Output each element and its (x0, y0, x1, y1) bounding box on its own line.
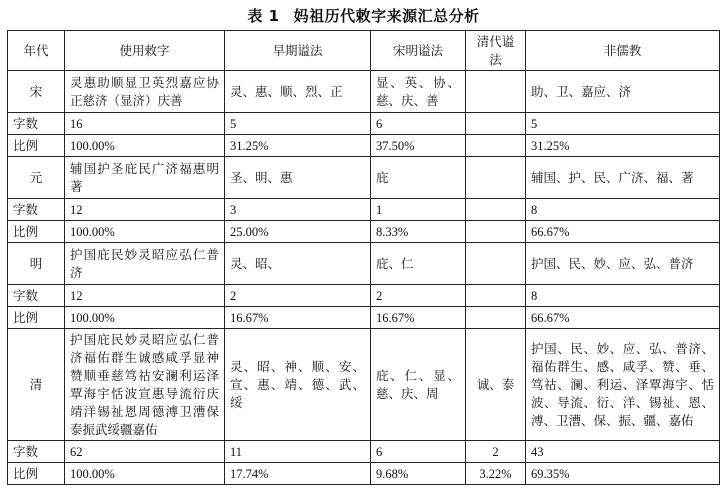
header-songming: 宋明谥法 (371, 31, 466, 71)
count-cell: 43 (526, 441, 720, 463)
qing-cell (466, 71, 526, 113)
count-cell: 8 (526, 199, 720, 221)
count-cell: 2 (371, 285, 466, 307)
ratio-cell (466, 307, 526, 329)
nonconfucian-cell: 助、卫、嘉应、济 (526, 71, 720, 113)
era-cell: 清 (8, 329, 65, 441)
ratio-label: 比例 (8, 307, 65, 329)
count-cell (466, 113, 526, 135)
songming-cell: 庇 (371, 157, 466, 199)
table-title: 妈祖历代敕字来源汇总分析 (293, 6, 480, 25)
nonconfucian-cell: 护国、民、妙、应、弘、普济、福佑群生、感、咸孚、赞、垂、笃祜、澜、利运、泽覃海宇、恬波、导流、衍、洋、锡祉、恩、溥、卫漕、保、振、疆、嘉佑 (526, 329, 720, 441)
ratio-cell: 17.74% (225, 463, 371, 485)
early-cell: 灵、昭、神、顺、安、宣、惠、靖、德、武、绥 (225, 329, 371, 441)
songming-cell: 显、英、协、慈、庆、善 (371, 71, 466, 113)
chars-cell: 辅国护圣庇民广济福惠明著 (65, 157, 225, 199)
nonconfucian-cell: 辅国、护、民、广济、福、著 (526, 157, 720, 199)
qing-cell (466, 243, 526, 285)
ratio-cell: 8.33% (371, 221, 466, 243)
header-early: 早期谥法 (225, 31, 371, 71)
count-cell: 8 (526, 285, 720, 307)
count-cell: 2 (225, 285, 371, 307)
early-cell: 灵、惠、顺、烈、正 (225, 71, 371, 113)
ratio-label: 比例 (8, 463, 65, 485)
chars-cell: 护国庇民妙灵昭应弘仁普济 (65, 243, 225, 285)
count-label: 字数 (8, 285, 65, 307)
ratio-label: 比例 (8, 135, 65, 157)
count-label: 字数 (8, 441, 65, 463)
ratio-cell: 9.68% (371, 463, 466, 485)
songming-cell: 庇、仁 (371, 243, 466, 285)
era-row-song (8, 71, 720, 113)
era-cell: 宋 (8, 71, 65, 113)
qing-cell (466, 157, 526, 199)
era-row-yuan (8, 157, 720, 199)
qing-cell: 诚、泰 (466, 329, 526, 441)
era-cell: 明 (8, 243, 65, 285)
count-cell: 11 (225, 441, 371, 463)
chars-cell: 护国庇民妙灵昭应弘仁普济福佑群生诚感咸孚显神赞顺垂慈笃祜安澜利运泽覃海宇恬波宣惠导流衍庆靖洋锡祉恩周德溥卫漕保泰振武绥疆嘉佑 (65, 329, 225, 441)
ratio-cell: 3.22% (466, 463, 526, 485)
ratio-cell: 100.00% (65, 307, 225, 329)
ratio-row (8, 463, 720, 485)
count-row (8, 199, 720, 221)
ratio-cell: 16.67% (371, 307, 466, 329)
count-row (8, 113, 720, 135)
ratio-cell: 25.00% (225, 221, 371, 243)
era-row-ming (8, 243, 720, 285)
count-cell: 12 (65, 199, 225, 221)
count-cell: 6 (371, 113, 466, 135)
ratio-cell: 100.00% (65, 221, 225, 243)
nonconfucian-cell: 护国、民、妙、应、弘、普济 (526, 243, 720, 285)
count-cell: 6 (371, 441, 466, 463)
ratio-cell (466, 135, 526, 157)
header-era: 年代 (8, 31, 65, 71)
songming-cell: 庇、仁、显、慈、庆、周 (371, 329, 466, 441)
early-cell: 灵、昭、 (225, 243, 371, 285)
header-row (8, 31, 720, 71)
header-nonconfucian: 非儒教 (526, 31, 720, 71)
count-cell: 16 (65, 113, 225, 135)
ratio-row (8, 135, 720, 157)
ratio-cell: 69.35% (526, 463, 720, 485)
ratio-row (8, 221, 720, 243)
ratio-cell: 37.50% (371, 135, 466, 157)
count-cell (466, 199, 526, 221)
ratio-cell: 100.00% (65, 135, 225, 157)
count-cell: 5 (225, 113, 371, 135)
chars-cell: 灵惠助顺显卫英烈嘉应协正慈济（显济）庆善 (65, 71, 225, 113)
ratio-cell: 100.00% (65, 463, 225, 485)
count-cell: 12 (65, 285, 225, 307)
ratio-label: 比例 (8, 221, 65, 243)
era-cell: 元 (8, 157, 65, 199)
count-label: 字数 (8, 113, 65, 135)
count-cell: 62 (65, 441, 225, 463)
count-row (8, 285, 720, 307)
count-label: 字数 (8, 199, 65, 221)
header-chars: 使用敕字 (65, 31, 225, 71)
ratio-cell: 66.67% (526, 307, 720, 329)
era-row-qing (8, 329, 720, 441)
ratio-row (8, 307, 720, 329)
analysis-table (7, 30, 720, 485)
early-cell: 圣、明、惠 (225, 157, 371, 199)
table-caption (0, 0, 727, 30)
ratio-cell: 16.67% (225, 307, 371, 329)
count-cell: 5 (526, 113, 720, 135)
header-qing: 清代谥法 (466, 31, 526, 71)
ratio-cell: 66.67% (526, 221, 720, 243)
ratio-cell: 31.25% (526, 135, 720, 157)
count-cell: 2 (466, 441, 526, 463)
count-cell: 3 (225, 199, 371, 221)
ratio-cell: 31.25% (225, 135, 371, 157)
table-number: 表 1 (247, 6, 280, 25)
count-cell: 1 (371, 199, 466, 221)
count-cell (466, 285, 526, 307)
count-row (8, 441, 720, 463)
ratio-cell (466, 221, 526, 243)
